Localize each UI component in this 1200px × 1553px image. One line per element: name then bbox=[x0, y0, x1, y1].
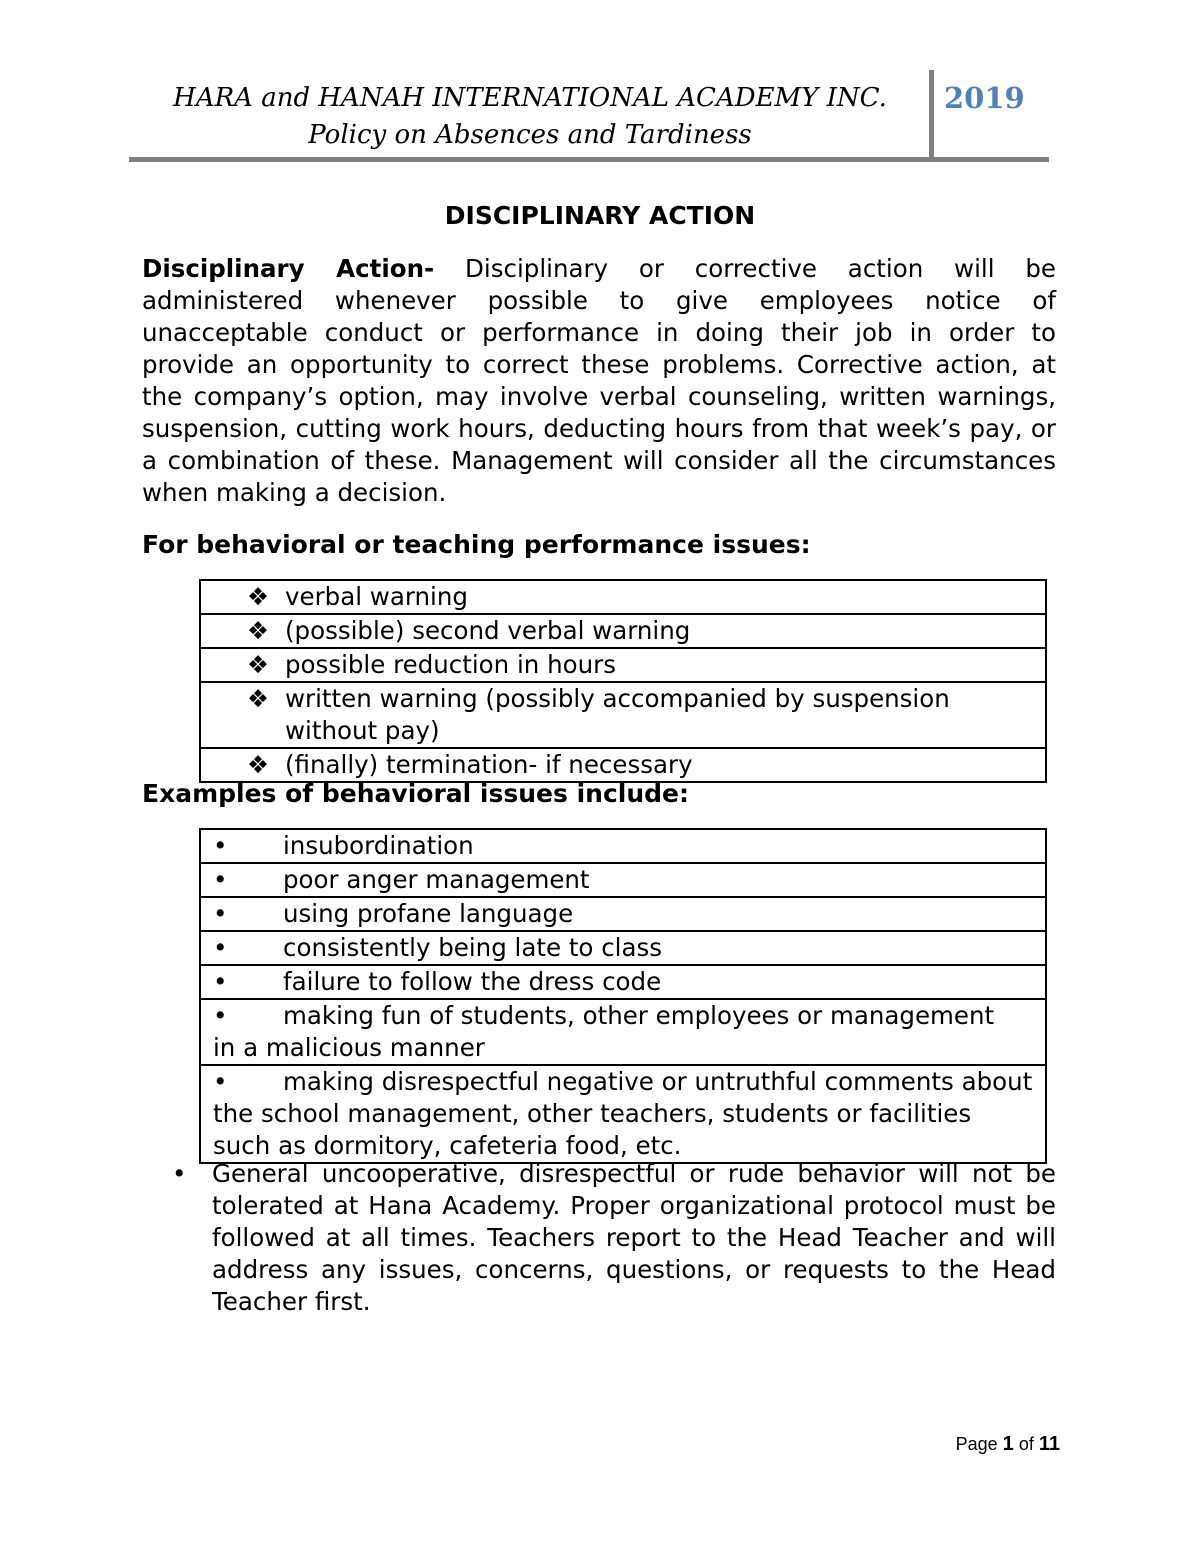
examples-row bbox=[200, 863, 1046, 897]
closing-text: General uncooperative, disrespectful or rude behavior will not be tolerated at Hana Academy. Proper organizational protocol must be followed at all times. Teachers report to the Head Teacher and will address any issues, concerns, questions, or requests to the Head Teacher first. bbox=[212, 1159, 1056, 1316]
steps-item-text: (possible) second verbal warning bbox=[285, 616, 691, 645]
diamond-bullet-icon: ❖ bbox=[247, 750, 269, 779]
examples-item-text: failure to follow the dress code bbox=[283, 967, 662, 996]
examples-heading: Examples of behavioral issues include: bbox=[142, 779, 689, 808]
closing-bullet bbox=[172, 1158, 1056, 1318]
footer-of-label: of bbox=[1018, 1434, 1034, 1454]
steps-cell bbox=[200, 682, 1046, 748]
examples-item-text: consistently being late to class bbox=[283, 933, 663, 962]
examples-cell bbox=[200, 931, 1046, 965]
examples-item-text: poor anger management bbox=[283, 865, 590, 894]
header-divider-vertical bbox=[929, 70, 934, 160]
steps-row bbox=[200, 580, 1046, 614]
footer-total-pages: 11 bbox=[1038, 1433, 1060, 1455]
bullet-icon: • bbox=[213, 967, 228, 996]
diamond-bullet-icon: ❖ bbox=[247, 684, 269, 713]
steps-heading: For behavioral or teaching performance issues: bbox=[142, 530, 811, 559]
steps-row bbox=[200, 614, 1046, 648]
examples-cell bbox=[200, 999, 1046, 1065]
steps-item-text: (finally) termination- if necessary bbox=[285, 750, 693, 779]
examples-cell bbox=[200, 965, 1046, 999]
steps-cell bbox=[200, 648, 1046, 682]
steps-row bbox=[200, 648, 1046, 682]
examples-item-text: making fun of students, other employees or management in a malicious manner bbox=[213, 1001, 1018, 1062]
bullet-icon: • bbox=[213, 865, 228, 894]
examples-row bbox=[200, 829, 1046, 863]
examples-row bbox=[200, 897, 1046, 931]
steps-item-text: written warning (possibly accompanied by suspension without pay) bbox=[285, 684, 950, 745]
bullet-icon: • bbox=[213, 899, 228, 928]
examples-row bbox=[200, 965, 1046, 999]
header-rule bbox=[129, 157, 1049, 162]
bullet-icon: • bbox=[213, 1067, 228, 1096]
intro-paragraph bbox=[142, 253, 1056, 509]
examples-item-text: using profane language bbox=[283, 899, 574, 928]
bullet-icon: • bbox=[172, 1159, 187, 1188]
footer-page-label: Page bbox=[955, 1434, 998, 1454]
examples-item-text: insubordination bbox=[283, 831, 474, 860]
examples-cell bbox=[200, 897, 1046, 931]
examples-row bbox=[200, 931, 1046, 965]
intro-lead: Disciplinary Action- bbox=[142, 254, 435, 283]
examples-cell bbox=[200, 829, 1046, 863]
examples-item-text: making disrespectful negative or untruthful comments about the school management, other teachers, students or facilities such as dormitory, cafeteria food, etc. bbox=[213, 1067, 1041, 1160]
page-footer bbox=[940, 1430, 1060, 1458]
examples-cell bbox=[200, 863, 1046, 897]
diamond-bullet-icon: ❖ bbox=[247, 650, 269, 679]
bullet-icon: • bbox=[213, 831, 228, 860]
steps-row bbox=[200, 682, 1046, 748]
bullet-icon: • bbox=[213, 1001, 228, 1030]
diamond-bullet-icon: ❖ bbox=[247, 582, 269, 611]
examples-cell bbox=[200, 1065, 1046, 1163]
examples-row bbox=[200, 1065, 1046, 1163]
bullet-icon: • bbox=[213, 933, 228, 962]
examples-table bbox=[199, 828, 1047, 1164]
steps-cell bbox=[200, 580, 1046, 614]
steps-item-text: possible reduction in hours bbox=[285, 650, 616, 679]
steps-cell bbox=[200, 614, 1046, 648]
steps-item-text: verbal warning bbox=[285, 582, 468, 611]
header-policy-title: Policy on Absences and Tardiness bbox=[308, 120, 752, 150]
diamond-bullet-icon: ❖ bbox=[247, 616, 269, 645]
intro-body: Disciplinary or corrective action will be administered whenever possible to give employees notice of unacceptable conduct or performance in doing their job in order to provide an opportunity to correct these problems. Corrective action, at the company’s option, may involve verbal counseling, written warnings, suspension, cutting work hours, deducting hours from that week’s pay, or a combination of these. Management will consider all the circumstances when making a decision. bbox=[142, 254, 1056, 507]
footer-page-number: 1 bbox=[1002, 1433, 1014, 1455]
header-year: 2019 bbox=[944, 81, 1025, 115]
page-title: DISCIPLINARY ACTION bbox=[444, 201, 756, 230]
header-organization: HARA and HANAH INTERNATIONAL ACADEMY INC. bbox=[173, 83, 887, 113]
examples-row bbox=[200, 999, 1046, 1065]
steps-table bbox=[199, 579, 1047, 783]
